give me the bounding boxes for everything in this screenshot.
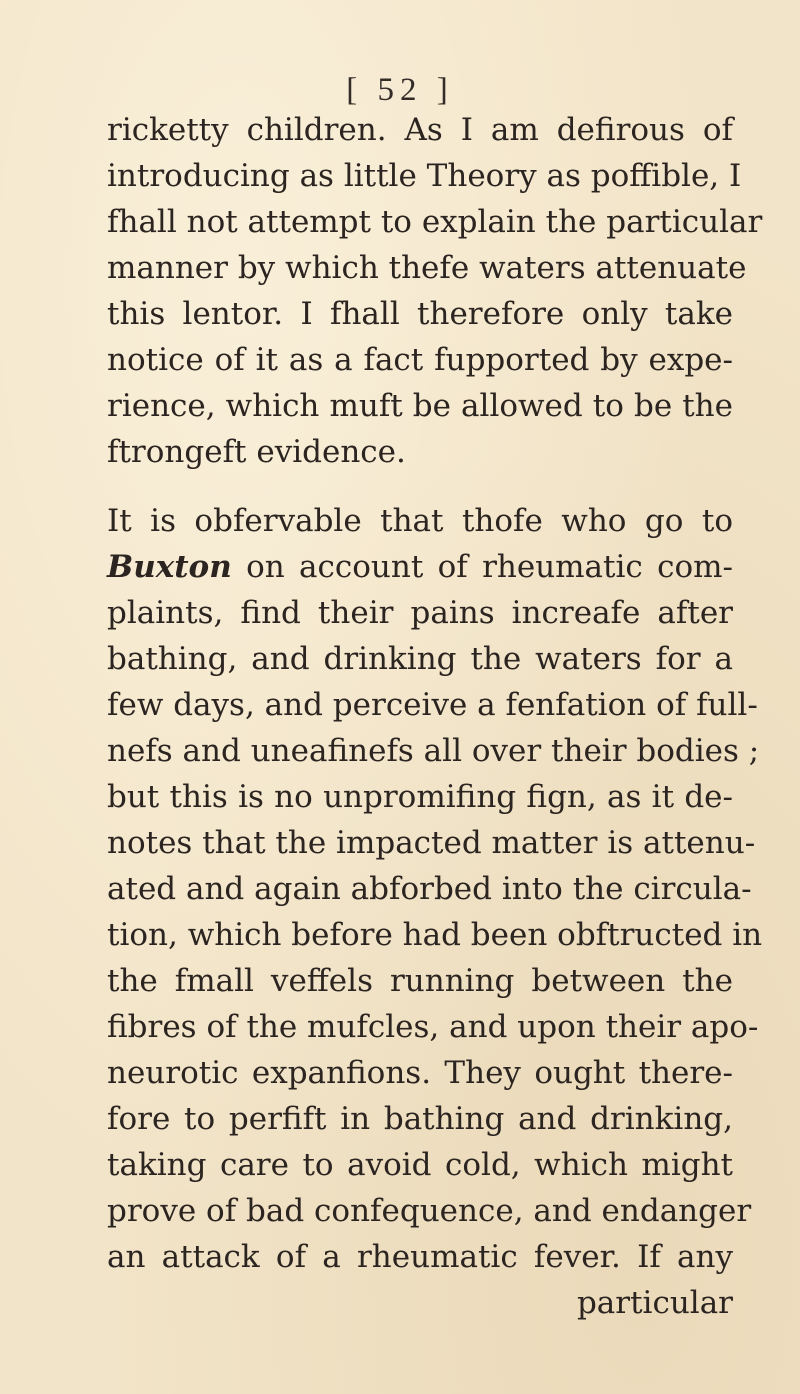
text-line: fhall not attempt to explain the particular [107, 204, 763, 240]
paragraph-1 [107, 107, 763, 475]
paragraph-2 [107, 498, 763, 1326]
text-line: few days, and perceive a fenfation of full- [107, 687, 758, 723]
place-name-buxton: Buxton [107, 549, 232, 585]
text-line: fore to perfift in bathing and drinking, [107, 1101, 733, 1137]
text-line: this lentor. I fhall therefore only take [107, 296, 733, 332]
text-line: plaints, find their pains increafe after [107, 595, 733, 631]
text-line: notes that the impacted matter is attenu- [107, 825, 756, 861]
text-line: ricketty children. As I am defirous of [107, 112, 733, 148]
text-line: an attack of a rheumatic fever. If any [107, 1239, 733, 1275]
text-line: rience, which muft be allowed to be the [107, 388, 733, 424]
text-line: ated and again abforbed into the circula- [107, 871, 752, 907]
text-line: but this is no unpromifing fign, as it de- [107, 779, 733, 815]
text-line: taking care to avoid cold, which might [107, 1147, 733, 1183]
text-line: manner by which thefe waters attenuate [107, 250, 747, 286]
text-line-with-place-name [107, 544, 733, 590]
text-line: neurotic expanfions. They ought there- [107, 1055, 733, 1091]
text-line: nefs and uneafinefs all over their bodies ; [107, 733, 760, 769]
text-line: prove of bad confequence, and endanger [107, 1193, 752, 1229]
text-line: introducing as little Theory as poffible, I [107, 158, 742, 194]
text-fragment: on account of rheumatic com- [231, 549, 733, 585]
text-line: notice of it as a fact fupported by expe- [107, 342, 733, 378]
catchword: particular [576, 1285, 733, 1321]
text-line: It is obfervable that thofe who go to [107, 503, 733, 539]
text-line: tion, which before had been obftructed in [107, 917, 763, 953]
text-line: the fmall veffels running between the [107, 963, 733, 999]
page-number: [ 52 ] [346, 72, 454, 108]
text-line: fibres of the mufcles, and upon their apo- [107, 1009, 759, 1045]
text-line: bathing, and drinking the waters for a [107, 641, 733, 677]
text-line: ftrongeft evidence. [107, 434, 406, 470]
